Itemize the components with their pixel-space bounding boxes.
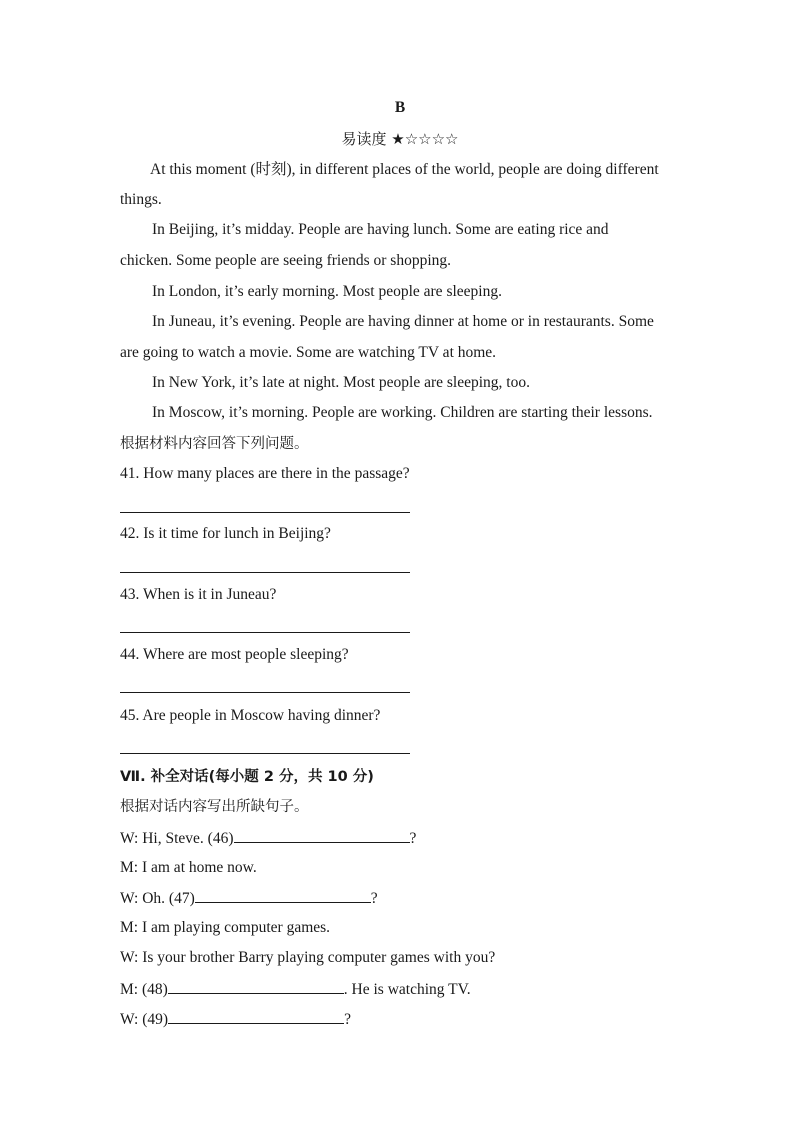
dialogue-47-prefix: W: Oh. (47) [120,890,195,907]
answer-line-43[interactable] [120,632,410,633]
section-letter: B [394,99,406,116]
dialogue-49-suffix: ? [344,1011,351,1028]
difficulty-rating: 易读度 ★☆☆☆☆ [341,130,459,148]
blank-49[interactable] [168,1009,344,1024]
blank-48[interactable] [168,979,344,994]
section7-instruction: 根据对话内容写出所缺句子。 [120,799,309,815]
passage-p2-line2: chicken. Some people are seeing friends or shopping. [120,252,452,269]
dialogue-48-suffix: . He is watching TV. [343,981,471,998]
reading-instruction: 根据材料内容回答下列问题。 [120,436,309,452]
answer-line-42[interactable] [120,572,410,573]
passage-p6: In Moscow, it’s morning. People are working. Children are starting their lessons. [152,404,653,421]
dialogue-48-prefix: M: (48) [120,981,168,998]
question-42: 42. Is it time for lunch in Beijing? [120,525,331,542]
dialogue-49-prefix: W: (49) [120,1011,169,1028]
answer-line-44[interactable] [120,692,410,693]
dialogue-46-prefix: W: Hi, Steve. (46) [120,830,234,847]
passage-p1-line1: At this moment (时刻), in different places of the world, people are doing different [150,161,659,178]
question-44: 44. Where are most people sleeping? [120,646,349,663]
answer-line-45[interactable] [120,753,410,754]
passage-p4-line1: In Juneau, it’s evening. People are having dinner at home or in restaurants. Some [152,313,654,330]
passage-p4-line2: are going to watch a movie. Some are watching TV at home. [120,344,497,361]
blank-47[interactable] [195,888,371,903]
dialogue-line-49 [120,1009,351,1030]
dialogue-line-46 [120,828,416,849]
question-43: 43. When is it in Juneau? [120,586,277,603]
answer-line-41[interactable] [120,512,410,513]
dialogue-line-m2: M: I am playing computer games. [120,919,331,936]
dialogue-line-48 [120,979,471,1000]
question-41: 41. How many places are there in the passage? [120,465,410,482]
blank-46[interactable] [234,828,410,843]
section7-heading: Ⅶ. 补全对话(每小题 2 分，共 10 分) [120,769,374,785]
dialogue-line-m1: M: I am at home now. [120,859,257,876]
dialogue-47-suffix: ? [370,890,378,907]
dialogue-46-suffix: ? [409,830,417,847]
passage-p1-line2: things. [120,191,162,208]
question-45: 45. Are people in Moscow having dinner? [120,707,381,724]
passage-p5: In New York, it’s late at night. Most people are sleeping, too. [152,374,530,391]
passage-p2-line1: In Beijing, it’s midday. People are having lunch. Some are eating rice and [152,221,609,238]
dialogue-line-w3: W: Is your brother Barry playing computer games with you? [120,949,496,966]
dialogue-line-47 [120,888,378,909]
passage-p3: In London, it’s early morning. Most people are sleeping. [152,283,502,300]
